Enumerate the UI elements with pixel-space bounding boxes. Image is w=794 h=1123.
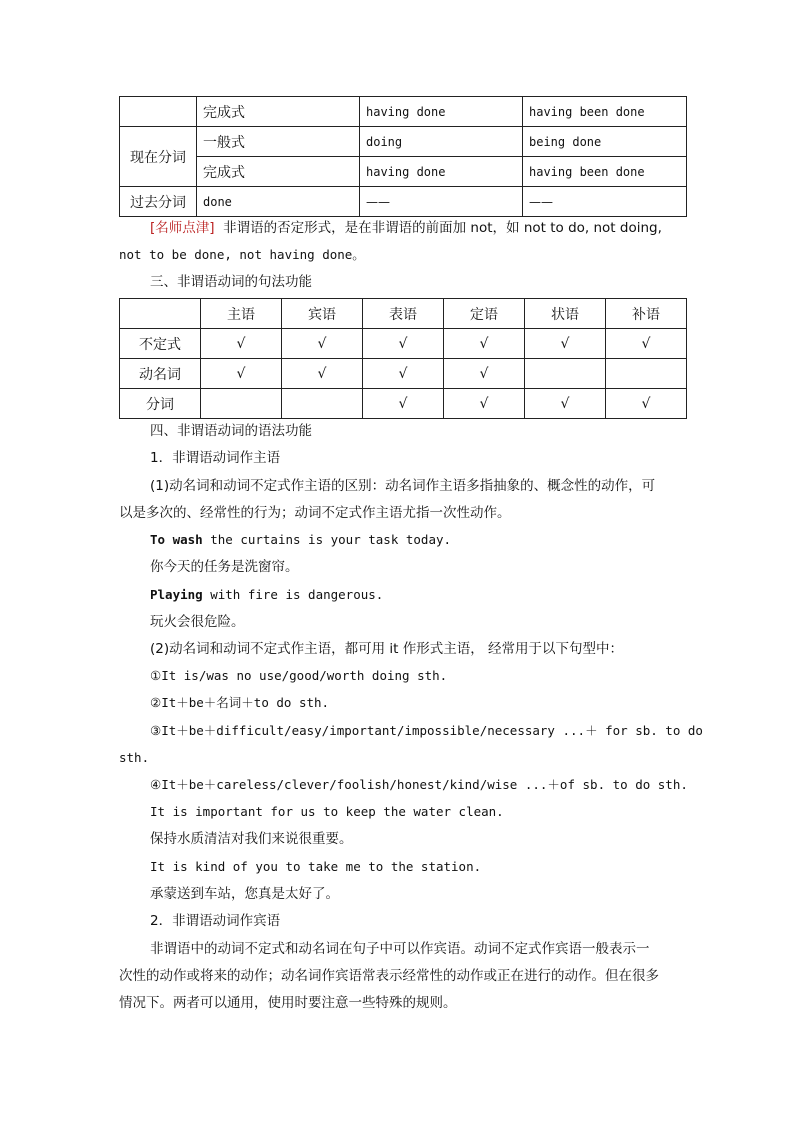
table-header-row [120, 299, 687, 329]
table-header-cell: 状语 [525, 299, 606, 329]
subheading-1: 1．非谓语动词作主语 [150, 450, 281, 466]
table-cell: √ [363, 329, 444, 359]
example-1-translation: 你今天的任务是洗窗帘。 [150, 559, 299, 575]
table-row [120, 329, 687, 359]
section-heading-3: 三、非谓语动词的句法功能 [150, 274, 312, 290]
tip-tag: [名师点津] [150, 220, 215, 236]
table-cell: √ [363, 359, 444, 389]
table-header-cell: 宾语 [282, 299, 363, 329]
table-cell [282, 389, 363, 419]
table-cell: √ [444, 389, 525, 419]
table-header-cell [120, 299, 201, 329]
table-cell: 动名词 [120, 359, 201, 389]
table-row [120, 389, 687, 419]
table-cell: √ [525, 389, 606, 419]
table-cell: 完成式 [197, 157, 360, 187]
table-header-cell: 表语 [363, 299, 444, 329]
example-3-translation: 保持水质清洁对我们来说很重要。 [150, 831, 353, 847]
table-cell: 过去分词 [120, 187, 197, 217]
table-cell [120, 97, 197, 127]
example-1-rest: the curtains is your task today. [202, 532, 452, 547]
pattern-3-line-2: sth. [119, 750, 150, 765]
table-cell: √ [282, 329, 363, 359]
syntax-function-table [119, 298, 687, 419]
table-cell [606, 359, 687, 389]
table-header-cell: 主语 [201, 299, 282, 329]
table-cell: √ [525, 329, 606, 359]
table-cell: 一般式 [197, 127, 360, 157]
pattern-1: ①It is/was no use/good/worth doing sth. [150, 668, 448, 683]
table-row [120, 97, 687, 127]
section-heading-4: 四、非谓语动词的语法功能 [150, 423, 312, 439]
table-row [120, 127, 687, 157]
paragraph-3-line-3: 情况下。两者可以通用，使用时要注意一些特殊的规则。 [119, 995, 457, 1011]
table-cell: √ [363, 389, 444, 419]
table-cell: √ [444, 359, 525, 389]
table-cell [525, 359, 606, 389]
example-4-translation: 承蒙送到车站，您真是太好了。 [150, 886, 339, 902]
table-cell: √ [282, 359, 363, 389]
table-cell: having done [360, 157, 523, 187]
table-cell: having been done [523, 97, 687, 127]
table-cell: doing [360, 127, 523, 157]
tip-text: 非谓语的否定形式，是在非谓语的前面加 not，如 not to do, not doing, [223, 220, 662, 236]
table-cell: √ [201, 359, 282, 389]
table-cell: done [197, 187, 360, 217]
table-row [120, 187, 687, 217]
table-cell: 完成式 [197, 97, 360, 127]
table-cell: √ [606, 329, 687, 359]
table-cell: √ [606, 389, 687, 419]
table-cell: —— [523, 187, 687, 217]
tip-line-2: not to be done, not having done。 [119, 247, 365, 262]
table-cell: √ [201, 329, 282, 359]
subheading-2: 2．非谓语动词作宾语 [150, 913, 281, 929]
example-2-rest: with fire is dangerous. [202, 587, 384, 602]
table-cell: √ [444, 329, 525, 359]
pattern-3-line-1: ③It＋be＋difficult/easy/important/impossible/necessary ...＋ for sb. to do [150, 723, 703, 738]
table-cell: having been done [523, 157, 687, 187]
pattern-4: ④It＋be＋careless/clever/foolish/honest/kind/wise ...＋of sb. to do sth. [150, 777, 688, 792]
example-2-translation: 玩火会很危险。 [150, 614, 245, 630]
pattern-2: ②It＋be＋名词＋to do sth. [150, 695, 330, 710]
table-cell [201, 389, 282, 419]
table-header-cell: 定语 [444, 299, 525, 329]
example-4: It is kind of you to take me to the station. [150, 859, 482, 874]
paragraph-2: (2)动名词和动词不定式作主语，都可用 it 作形式主语， 经常用于以下句型中： [150, 641, 624, 657]
example-3: It is important for us to keep the water clean. [150, 804, 504, 819]
paragraph-3-line-1: 非谓语中的动词不定式和动名词在句子中可以作宾语。动词不定式作宾语一般表示一 [150, 941, 650, 957]
example-2 [150, 586, 383, 604]
table-cell: being done [523, 127, 687, 157]
table-row [120, 157, 687, 187]
paragraph-1-line-1: (1)动名词和动词不定式作主语的区别：动名词作主语多指抽象的、概念性的动作，可 [150, 478, 656, 494]
table-row [120, 359, 687, 389]
table-cell: 不定式 [120, 329, 201, 359]
paragraph-1-line-2: 以是多次的、经常性的行为；动词不定式作主语尤指一次性动作。 [119, 505, 511, 521]
table-cell: 分词 [120, 389, 201, 419]
table-cell: —— [360, 187, 523, 217]
table-cell: 现在分词 [120, 127, 197, 187]
example-2-keyword: Playing [150, 587, 203, 602]
paragraph-3-line-2: 次性的动作或将来的动作；动名词作宾语常表示经常性的动作或正在进行的动作。但在很多 [119, 968, 659, 984]
example-1 [150, 531, 451, 549]
example-1-keyword: To wash [150, 532, 203, 547]
non-finite-forms-table [119, 96, 687, 217]
table-header-cell: 补语 [606, 299, 687, 329]
table-cell: having done [360, 97, 523, 127]
tip-line-1 [150, 219, 662, 237]
